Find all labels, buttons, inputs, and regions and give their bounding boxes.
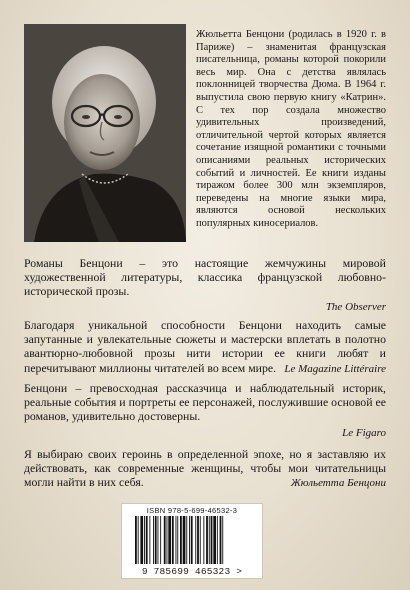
barcode-bar: [197, 516, 199, 564]
barcode-bar: [158, 516, 159, 564]
barcode-bar: [191, 516, 193, 564]
barcode-bar: [186, 516, 187, 564]
barcode-bar: [213, 516, 216, 564]
author-quote-signature: Жюльетта Бенцони: [290, 477, 386, 489]
review-quote-2: Благодаря уникальной способности Бенцони находить самые запутанные и увлекательные сюжеты и мастерски вплетать в полотно авантюрно-любовной прозы нити истории ее книги любят и перечитывают миллионы читателей во всем мире.: [24, 318, 386, 375]
barcode-bar: [160, 516, 161, 564]
review-quote-3: Бенцони – превосходная рассказчица и наблюдательный историк, реальные события и портреты ее персонажей, послужившие основой ее романов, удивительно достоверны.: [24, 381, 386, 424]
barcode-bar: [180, 516, 182, 564]
barcode-bar: [200, 516, 201, 564]
barcode-bar: [177, 516, 178, 564]
barcode-bar: [172, 516, 174, 564]
barcode-bar: [144, 516, 145, 564]
barcode-bar: [206, 516, 208, 564]
barcode-bar: [153, 516, 154, 564]
ean-digits: 9 785699 465323 >: [141, 566, 243, 577]
barcode-bar: [203, 516, 204, 564]
barcode-bar: [149, 516, 150, 564]
barcode-bar: [189, 516, 190, 564]
review-source-3: Le Figaro: [342, 427, 386, 439]
barcode-panel: [121, 503, 263, 579]
barcode-bar: [183, 516, 186, 564]
barcode-bar: [167, 516, 168, 564]
barcode-bar: [217, 516, 218, 564]
author-biography: Жюльетта Бенцони (родилась в 1920 г. в Париже) – знаменитая французская писательница, романы которой покорили весь мир. Она с детства являлась поклонницей творчества Дюма. В 1964 г. выпустила свою первую книгу «Катрин». С тех пор создала множество удивительных произведений, отличительной чертой которых является сочетание изящной романтики с точными описаниями реальных исторических событий и личностей. Ее книги изданы тиражом более 300 млн экземпляров, переведены на многие языки мира, являются основой нескольких популярных киносериалов.: [196, 29, 386, 229]
barcode-bar: [164, 516, 166, 564]
barcode-bar: [135, 516, 137, 564]
barcode-bar: [220, 516, 222, 564]
barcode-bar: [146, 516, 148, 564]
author-portrait: [24, 24, 186, 242]
barcode-bars: [134, 516, 252, 564]
author-portrait-illustration: [24, 24, 186, 242]
barcode-bar: [155, 516, 157, 564]
isbn-label: ISBN 978-5-699-46532-3: [146, 506, 238, 515]
barcode-bar: [138, 516, 139, 564]
author-quote: Я выбираю своих героинь в определенной эпохе, но я заставляю их действовать, как современные женщины, чтобы мои читательницы могли найти в них себя.: [24, 447, 386, 490]
barcode-bar: [209, 516, 210, 564]
review-quote-1: Романы Бенцони – это настоящие жемчужины мировой художественной литературы, классика французской любовно-исторической прозы.: [24, 256, 386, 299]
barcode-bar: [222, 516, 223, 564]
barcode-bar: [195, 516, 196, 564]
barcode-bar: [176, 516, 177, 564]
review-source-1: The Observer: [325, 301, 386, 313]
barcode-bar: [140, 516, 143, 564]
barcode-bar: [168, 516, 171, 564]
barcode-bar: [211, 516, 213, 564]
review-source-2: Le Magazine Littéraire: [284, 363, 386, 375]
